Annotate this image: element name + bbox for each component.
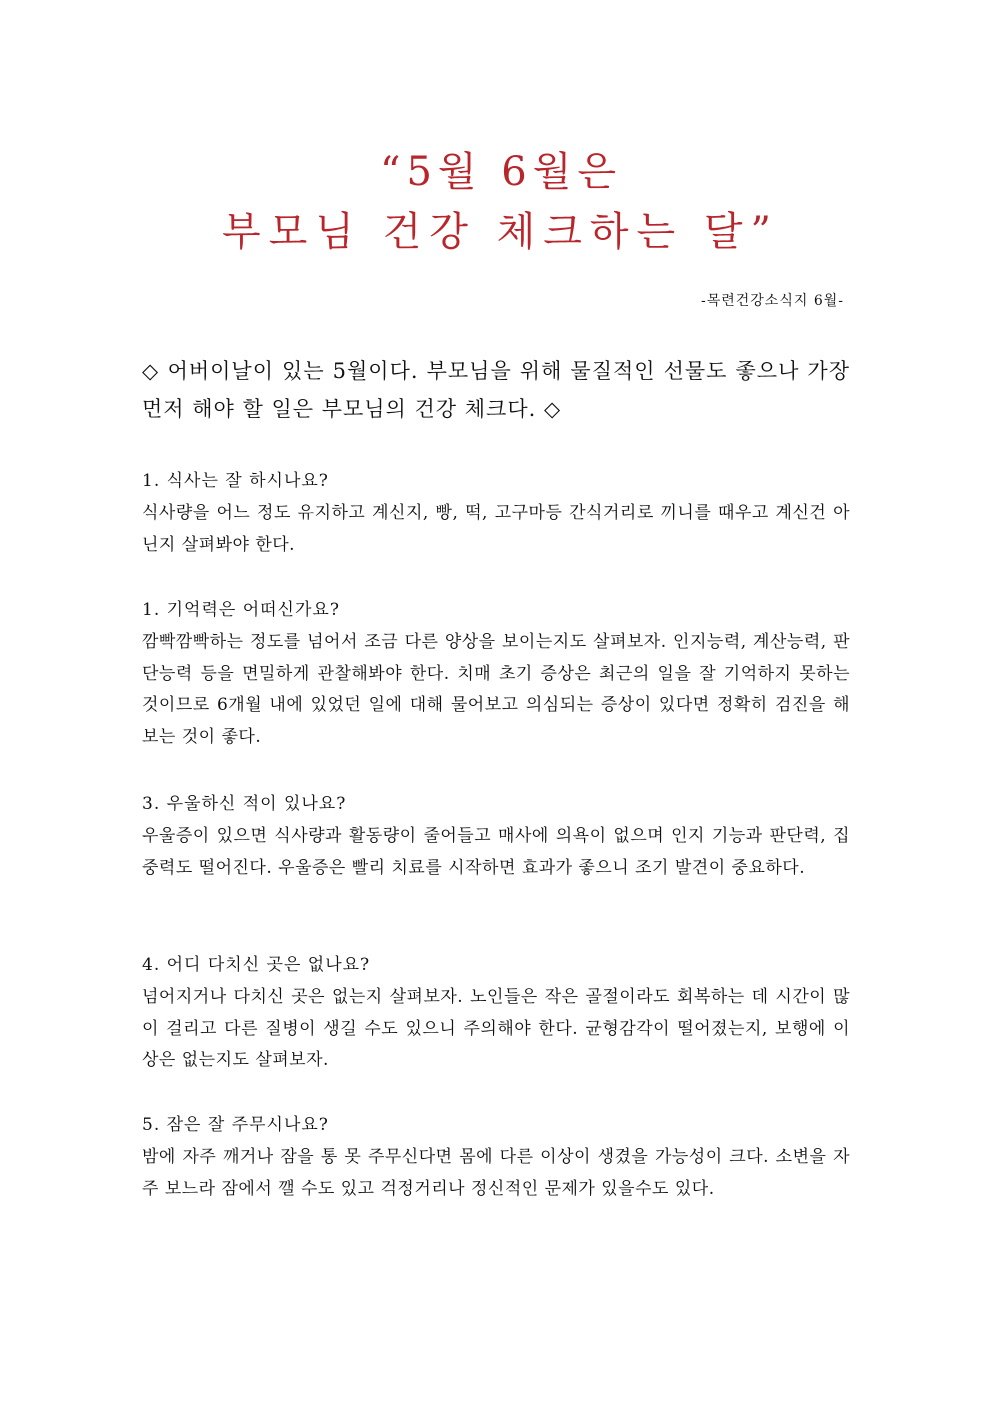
source-caption: -목련건강소식지 6월- xyxy=(700,293,844,309)
section-heading: 1. 기억력은 어떠신가요? xyxy=(142,600,340,620)
section-depression xyxy=(142,789,850,884)
section-body: 우울증이 있으면 식사량과 활동량이 줄어들고 매사에 의욕이 없으며 인지 기능과 판단력, 집중력도 떨어진다. 우울증은 빨리 치료를 시작하면 효과가 좋으니 조기 발견이 중요하다. xyxy=(142,826,850,878)
section-body: 밤에 자주 깨거나 잠을 통 못 주무신다면 몸에 다른 이상이 생겼을 가능성이 크다. 소변을 자주 보느라 잠에서 깰 수도 있고 걱정거리나 정신적인 문제가 있을수도 있다. xyxy=(142,1147,850,1199)
title-line-2: 부모님 건강 체크하는 달” xyxy=(222,209,779,255)
section-heading: 3. 우울하신 적이 있나요? xyxy=(142,794,347,814)
section-memory xyxy=(142,595,850,753)
title-line-1: “5월 6월은 xyxy=(380,149,622,195)
section-sleep xyxy=(142,1110,850,1205)
section-body: 넘어지거나 다치신 곳은 없는지 살펴보자. 노인들은 작은 골절이라도 회복하는 데 시간이 많이 걸리고 다른 질병이 생길 수도 있으니 주의해야 한다. 균형감각이 떨어졌는지, 보행에 이상은 없는지도 살펴보자. xyxy=(142,987,850,1070)
section-meals xyxy=(142,466,850,561)
intro-paragraph: ◇ 어버이날이 있는 5월이다. 부모님을 위해 물질적인 선물도 좋으나 가장먼저 해야 할 일은 부모님의 건강 체크다. ◇ xyxy=(142,359,850,421)
section-body: 식사량을 어느 정도 유지하고 계신지, 빵, 떡, 고구마등 간식거리로 끼니를 때우고 계신건 아닌지 살펴봐야 한다. xyxy=(142,503,850,555)
section-heading: 1. 식사는 잘 하시나요? xyxy=(142,471,329,491)
section-heading: 5. 잠은 잘 주무시나요? xyxy=(142,1115,329,1135)
section-injury xyxy=(142,950,850,1077)
section-heading: 4. 어디 다치신 곳은 없나요? xyxy=(142,955,371,975)
section-body: 깜빡깜빡하는 정도를 넘어서 조금 다른 양상을 보이는지도 살펴보자. 인지능력, 계산능력, 판단능력 등을 면밀하게 관찰해봐야 한다. 치매 초기 증상은 최근의 일을 잘 기억하지 못하는 것이므로 6개월 내에 있었던 일에 대해 물어보고 의심되는 증상이 있다면 정확히 검진을 해보는 것이 좋다. xyxy=(142,632,850,747)
